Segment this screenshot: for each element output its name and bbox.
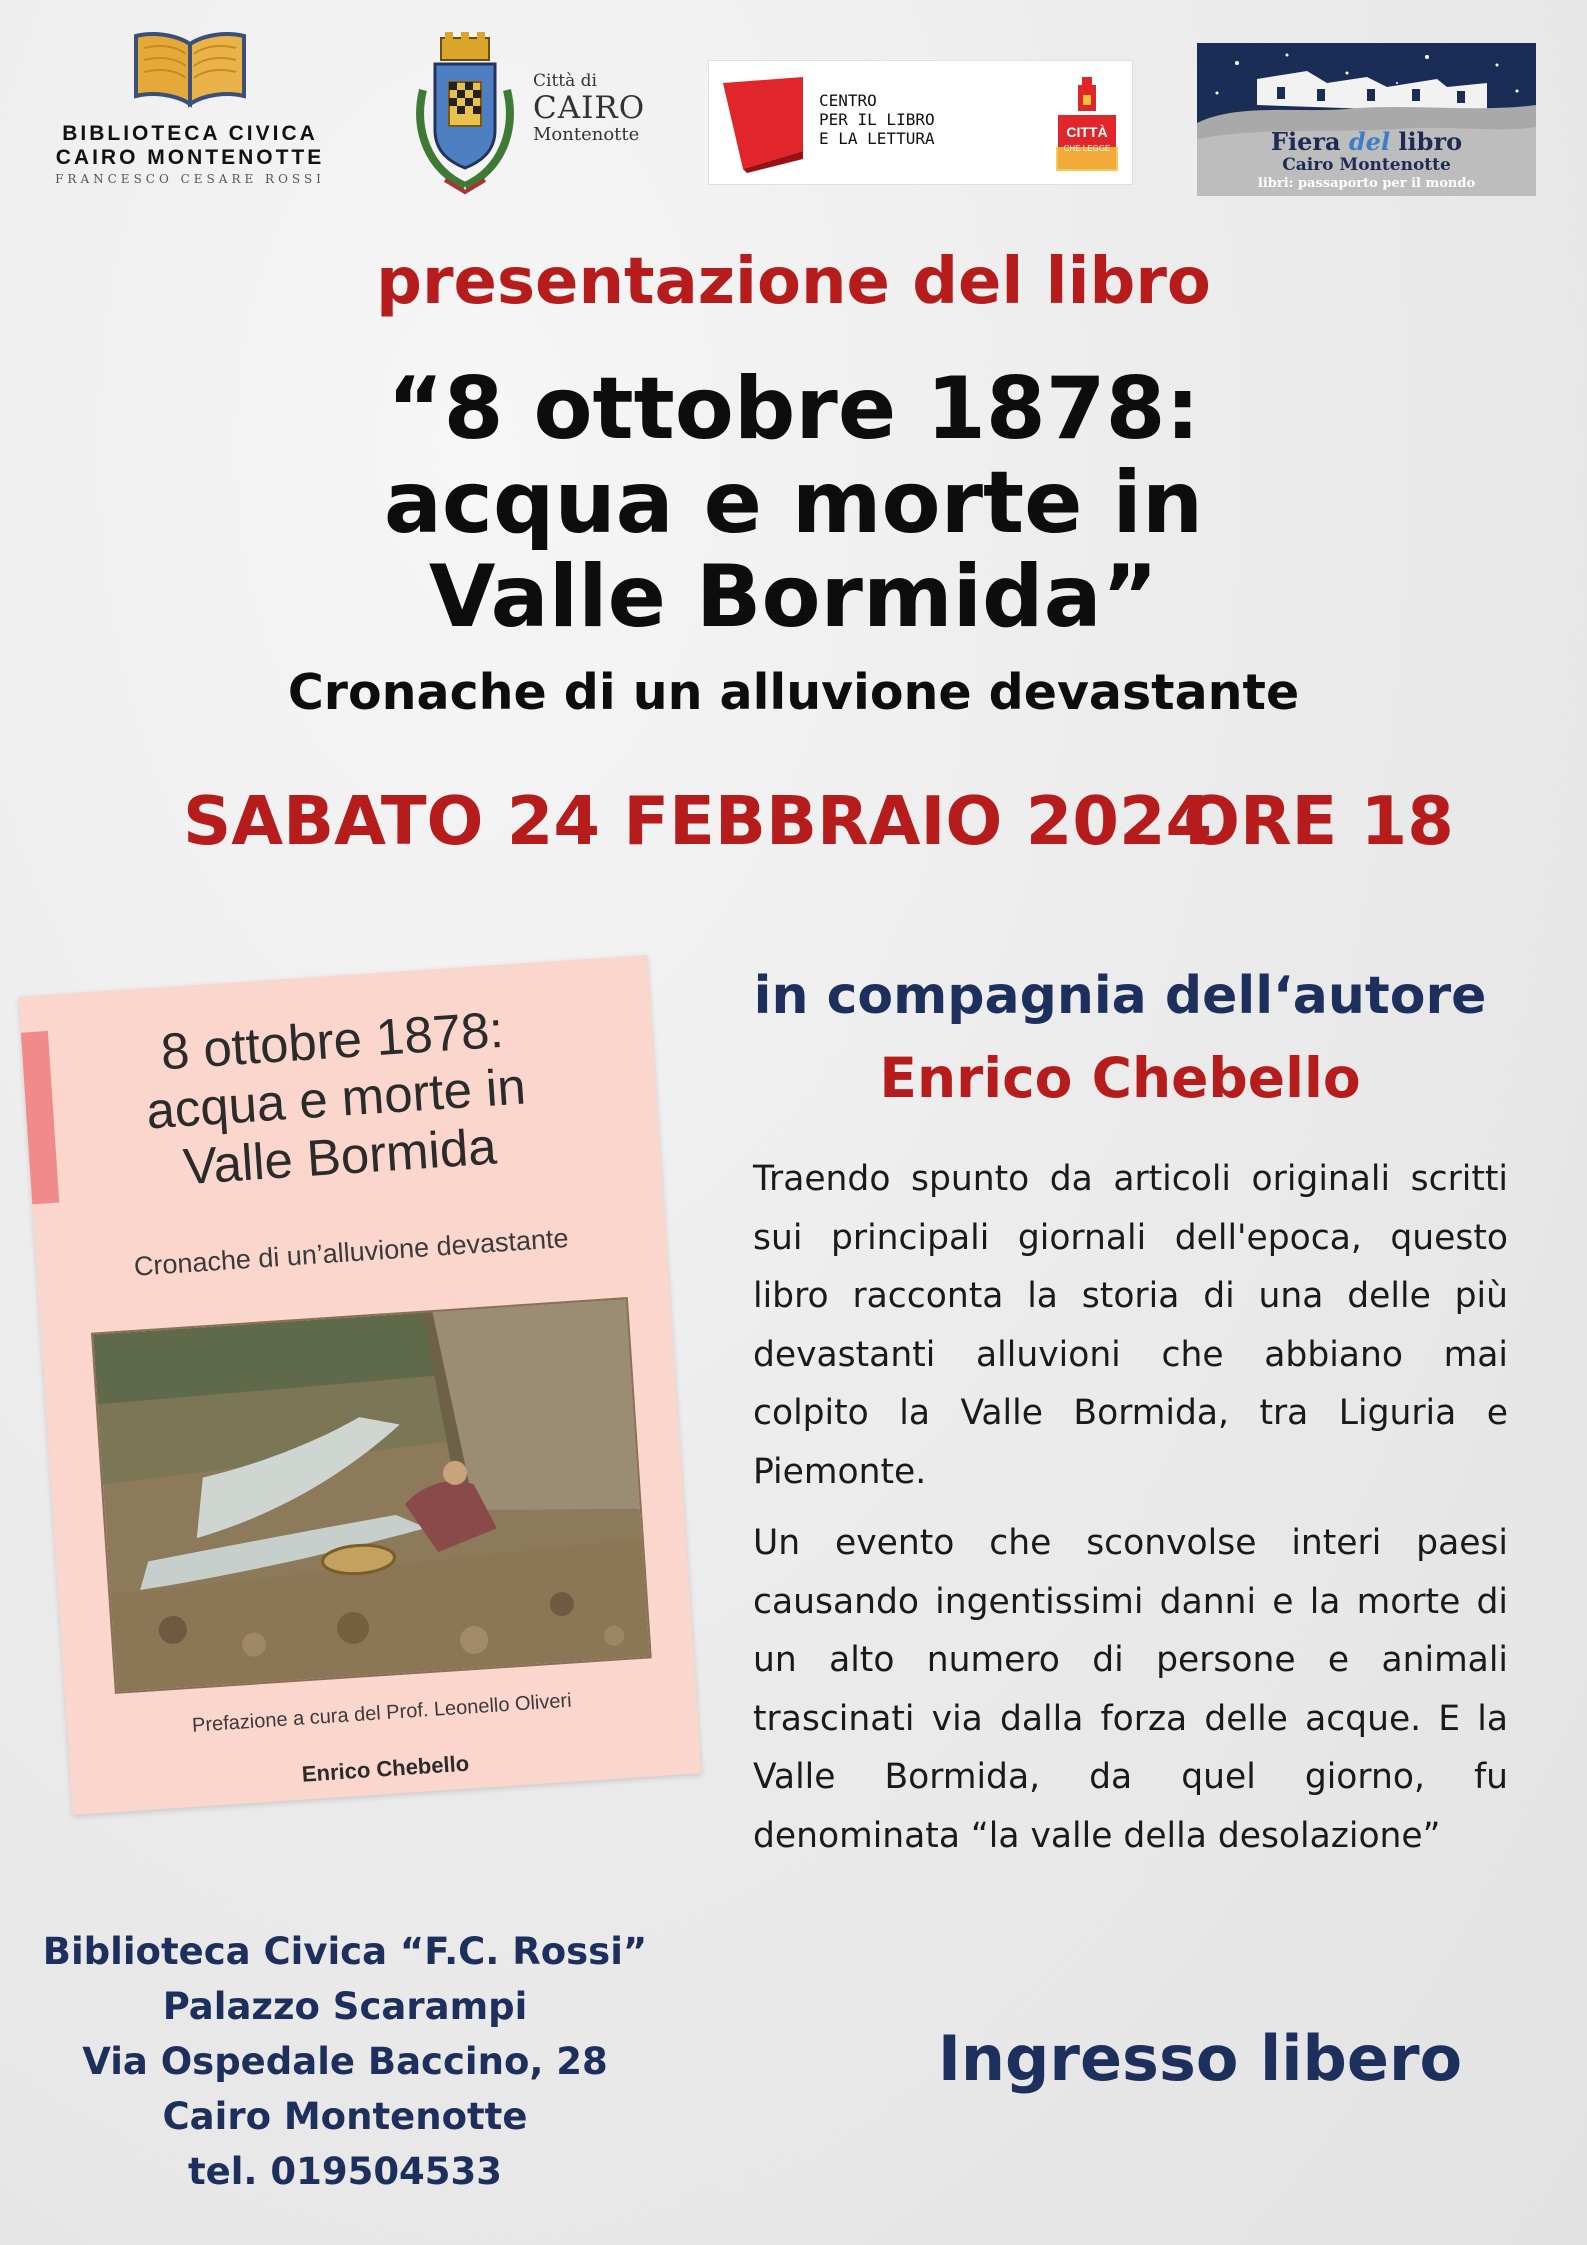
open-book-icon [130, 30, 250, 108]
cover-accent-strip [21, 1031, 59, 1204]
cover-title-line-2: acqua e morte in [144, 1057, 528, 1140]
event-title [0, 359, 1587, 647]
centro-line-1: CENTRO [819, 91, 877, 110]
venue-line-2: Palazzo Scarampi [162, 1985, 528, 2028]
venue-phone: tel. 019504533 [187, 2150, 503, 2193]
coat-of-arms-icon [405, 30, 525, 200]
book-description [753, 1150, 1508, 1878]
citta-logo [405, 30, 655, 200]
description-paragraph-1: Traendo spunto da articoli originali scritti sui principali giornali dell'epoca, questo libro racconta la storia di una delle più devastanti alluvioni che abbiano mai colpito la Valle Bormida, tra Liguria e Piemonte. [753, 1159, 1508, 1492]
citta-name: CAIRO [533, 89, 646, 126]
centro-libro-logo [708, 60, 1133, 185]
cover-title-line-1: 8 ottobre 1878: [159, 1000, 506, 1081]
biblioteca-logo [40, 30, 340, 195]
author-name: Enrico Chebello [879, 1046, 1361, 1110]
event-time: ORE 18 [1183, 782, 1454, 860]
centro-line-3: E LA LETTURA [819, 129, 935, 148]
event-date: SABATO 24 FEBBRAIO 2024 [183, 782, 1213, 860]
venue-line-3: Via Ospedale Baccino, 28 [82, 2040, 608, 2083]
title-line-3: Valle Bormida” [428, 547, 1159, 647]
title-line-1: “8 ottobre 1878: [387, 359, 1200, 459]
citta-che-legge-badge [1056, 75, 1118, 171]
cover-painting-image [91, 1297, 652, 1694]
fiera-word-libro: libro [1398, 127, 1463, 156]
biblioteca-name: BIBLIOTECA CIVICA [62, 122, 318, 145]
biblioteca-dedication: FRANCESCO CESARE ROSSI [55, 172, 325, 186]
author-intro: in compagnia dell‘autore [753, 966, 1487, 1026]
fiera-word-del: del [1348, 127, 1391, 156]
description-paragraph-2: Un evento che sconvolse interi paesi causando ingentissimi danni e la morte di un alto numero di persone e animali trascinati via dalla forza delle acque. E la Valle Bormida, da quel giorno, fu denominata “la valle della desolazione” [753, 1523, 1508, 1856]
title-line-2: acqua e morte in [383, 453, 1204, 553]
cover-author: Enrico Chebello [301, 1750, 470, 1787]
presentation-heading: presentazione del libro [376, 245, 1211, 319]
fiera-tagline: libri: passaporto per il mondo [1257, 176, 1476, 191]
centro-line-2: PER IL LIBRO [819, 110, 935, 129]
cover-preface: Prefazione a cura del Prof. Leonello Oliveri [191, 1689, 573, 1737]
fiera-city: Cairo Montenotte [1282, 155, 1451, 175]
venue-line-4: Cairo Montenotte [162, 2095, 528, 2138]
red-book-icon [719, 73, 811, 173]
badge-citta-text: CITTÀ [1066, 124, 1108, 140]
event-subtitle: Cronache di un alluvione devastante [287, 664, 1300, 721]
book-cover [19, 955, 702, 1815]
badge-legge-text: CHE LEGGE [1063, 144, 1111, 153]
citta-suffix: Montenotte [533, 123, 640, 145]
admission-note: Ingresso libero [937, 2022, 1463, 2095]
fiera-del-libro-logo [1197, 43, 1536, 196]
venue-line-1: Biblioteca Civica “F.C. Rossi” [42, 1930, 648, 1973]
fiera-word-fiera: Fiera [1270, 127, 1341, 156]
citta-prefix: Città di [533, 71, 597, 91]
cover-title-line-3: Valle Bormida [181, 1117, 499, 1196]
venue-address [40, 1924, 650, 2199]
biblioteca-city: CAIRO MONTENOTTE [55, 146, 325, 169]
fiera-title [1197, 127, 1536, 156]
cover-title [71, 995, 601, 1203]
cover-subtitle: Cronache di un’alluvione devastante [133, 1222, 570, 1282]
